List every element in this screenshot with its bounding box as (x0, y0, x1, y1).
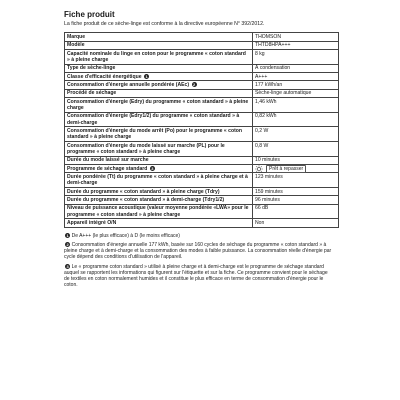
footnote-1: 1 De A+++ (le plus efficace) à D (le moins efficace) (66, 232, 180, 239)
program-label: Prêt à repasser (266, 165, 306, 173)
footnote-marker: 2 (192, 82, 196, 88)
spec-label: Consommation d'énergie du mode laissé sur marche (PL) pour le programme « coton standard » à pleine charge (65, 141, 253, 156)
spec-value: 159 minutes (253, 187, 339, 195)
spec-label: Durée du programme « coton standard » à demi-charge (Tdry1/2) (65, 196, 253, 204)
spec-row (65, 98, 339, 113)
spec-row (65, 127, 339, 142)
spec-row (65, 73, 339, 81)
spec-value: A+++ (253, 73, 339, 81)
page-title: Fiche produit (64, 10, 115, 19)
spec-label: Consommation d'énergie (Edry) du programme « coton standard » à pleine charge (65, 98, 253, 113)
spec-label: Consommation d'énergie annuelle pondérée (AEc) 2 (65, 81, 253, 89)
spec-table (64, 32, 339, 227)
spec-row (65, 33, 339, 41)
footnote-marker: 1 (145, 73, 148, 79)
spec-label: Niveau de puissance acoustique (valeur moyenne pondérée «LWA» pour le programme « coton standard » à pleine charge (65, 204, 253, 219)
spec-label: Durée pondérée (Tt) du programme « coton standard » à pleine charge et à demi-charge (65, 173, 253, 188)
spec-value: THOMSON (253, 33, 339, 41)
spec-value: 8 kg (253, 50, 339, 65)
spec-label: Consommation d'énergie du mode arrêt (Po) pour le programme « coton standard » à pleine charge (65, 127, 253, 142)
footnote-marker: 2 (66, 242, 69, 248)
spec-row (65, 156, 339, 164)
spec-value: 123 minutes (253, 173, 339, 188)
sun-icon (255, 165, 263, 173)
spec-value: À condensation (253, 64, 339, 72)
spec-value: 0,8 W (253, 141, 339, 156)
spec-value: Non (253, 219, 339, 227)
spec-value: Sèche-linge automatique (253, 89, 339, 97)
footnote-2: 2 Consommation d'énergie annuelle 177 kWh, basée sur 160 cycles de séchage du programme « coton standard » à pleine charge et à demi-charge et la consommation des modes à faible puissance. La consommation réelle d'énergie par cycle dépend des conditions d'utilisation de l'appareil. (64, 241, 332, 261)
spec-row (65, 141, 339, 156)
spec-row (65, 112, 339, 127)
spec-value: 0,2 W (253, 127, 339, 142)
spec-row (65, 81, 339, 89)
spec-label: Procédé de séchage (65, 89, 253, 97)
spec-label: Classe d'efficacité énergétique 1 (65, 73, 253, 81)
spec-label: Durée du mode laissé sur marche (65, 156, 253, 164)
spec-row (65, 50, 339, 65)
footnote-3: 3 Le « programme coton standard » utilisé à pleine charge et à demi-charge est le programme de séchage standard auquel se rapportent les informations qui figurent sur l'étiquette et sur la fiche. Ce programme convient pour le séchage de textiles en coton normalement humides et il constitue le plus efficace en terme de consommation d'énergie pour le coton. (64, 263, 328, 289)
footnote-marker: 3 (66, 263, 69, 269)
spec-label: Type de sèche-linge (65, 64, 253, 72)
spec-row (65, 196, 339, 204)
spec-row (65, 187, 339, 195)
spec-row (65, 41, 339, 49)
spec-value (253, 164, 339, 172)
spec-label: Capacité nominale du linge en coton pour le programme « coton standard » à pleine charge (65, 50, 253, 65)
spec-label: Durée du programme « coton standard » à pleine charge (Tdry) (65, 187, 253, 195)
spec-label: Appareil intégré O/N (65, 219, 253, 227)
spec-value: 1,46 kWh (253, 98, 339, 113)
spec-label: Programme de séchage standard 3 (65, 164, 253, 172)
footnote-marker: 1 (66, 232, 69, 238)
spec-row (65, 89, 339, 97)
footnote-marker: 3 (151, 165, 154, 171)
spec-value: 96 minutes (253, 196, 339, 204)
spec-value: 177 kWh/an (253, 81, 339, 89)
spec-row (65, 164, 339, 172)
spec-value: 66 dB (253, 204, 339, 219)
product-sheet (64, 10, 332, 292)
spec-row (65, 219, 339, 227)
intro-text: La fiche produit de ce sèche-linge est conforme à la directive européenne N° 392/2012. (64, 21, 265, 27)
spec-row (65, 173, 339, 188)
footnotes (64, 233, 332, 289)
spec-value: 0,82 kWh (253, 112, 339, 127)
spec-value: 10 minutes (253, 156, 339, 164)
spec-row (65, 64, 339, 72)
spec-row (65, 204, 339, 219)
spec-value: THTD8HPA+++ (253, 41, 339, 49)
program-indicator (255, 166, 336, 172)
spec-label: Consommation d'énergie (Edry1/2) du programme « coton standard » à demi-charge (65, 112, 253, 127)
spec-label: Modèle (65, 41, 253, 49)
spec-label: Marque (65, 33, 253, 41)
